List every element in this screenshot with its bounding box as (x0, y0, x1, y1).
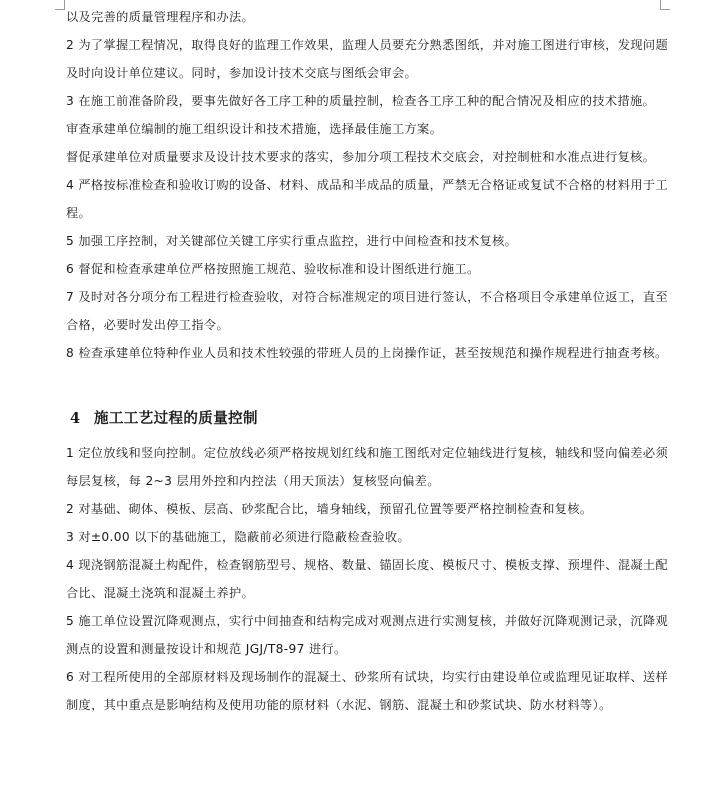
section-number: 4 (70, 410, 81, 427)
paragraph: 8 检查承建单位特种作业人员和技术性较强的带班人员的上岗操作证，甚至按规范和操作规程进行抽查考核。 (66, 346, 668, 360)
paragraph: 3 在施工前准备阶段，要事先做好各工序工种的质量控制，检查各工序工种的配合情况及相应的技术措施。 (66, 94, 656, 108)
document-body (66, 3, 668, 719)
paragraph: 1 定位放线和竖向控制。定位放线必须严格按规划红线和施工图纸对定位轴线进行复核，轴线和竖向偏差必须每层复核，每 2~3 层用外控和内控法（用天顶法）复核竖向偏差。 (66, 446, 668, 488)
paragraph: 审查承建单位编制的施工组织设计和技术措施，选择最佳施工方案。 (66, 122, 443, 136)
crop-mark-top-left (55, 0, 65, 10)
paragraph: 2 对基础、砌体、模板、层高、砂浆配合比，墙身轴线，预留孔位置等要严格控制检查和复核。 (66, 502, 593, 516)
paragraph: 6 对工程所使用的全部原材料及现场制作的混凝土、砂浆所有试块，均实行由建设单位或监理见证取样、送样制度，其中重点是影响结构及使用功能的原材料（水泥、钢筋、混凝土和砂浆试块、防水材料等）。 (66, 670, 668, 712)
paragraph: 5 施工单位设置沉降观测点，实行中间抽查和结构完成对观测点进行实测复核，并做好沉降观测记录，沉降观测点的设置和测量按设计和规范 JGJ/T8-97 进行。 (66, 614, 668, 656)
section-heading (66, 405, 668, 433)
paragraph: 6 督促和检查承建单位严格按照施工规范、验收标准和设计图纸进行施工。 (66, 262, 480, 276)
paragraph: 2 为了掌握工程情况，取得良好的监理工作效果，监理人员要充分熟悉图纸，并对施工图进行审核，发现问题及时向设计单位建议。同时，参加设计技术交底与图纸会审会。 (66, 38, 668, 80)
paragraph: 以及完善的质量管理程序和办法。 (66, 10, 255, 24)
paragraph: 督促承建单位对质量要求及设计技术要求的落实，参加分项工程技术交底会，对控制桩和水准点进行复核。 (66, 150, 656, 164)
paragraph: 4 严格按标准检查和验收订购的设备、材料、成品和半成品的质量，严禁无合格证或复试不合格的材料用于工程。 (66, 178, 668, 220)
paragraph: 5 加强工序控制，对关键部位关键工序实行重点监控，进行中间检查和技术复核。 (66, 234, 518, 248)
paragraph: 4 现浇钢筋混凝土构配件，检查钢筋型号、规格、数量、锚固长度、模板尺寸、模板支撑、预埋件、混凝土配合比、混凝土浇筑和混凝土养护。 (66, 558, 668, 600)
section-title: 施工工艺过程的质量控制 (94, 410, 258, 427)
paragraph: 7 及时对各分项分布工程进行检查验收，对符合标准规定的项目进行签认，不合格项目令承建单位返工，直至合格，必要时发出停工指令。 (66, 290, 668, 332)
paragraph: 3 对±0.00 以下的基础施工，隐蔽前必须进行隐蔽检查验收。 (66, 530, 411, 544)
